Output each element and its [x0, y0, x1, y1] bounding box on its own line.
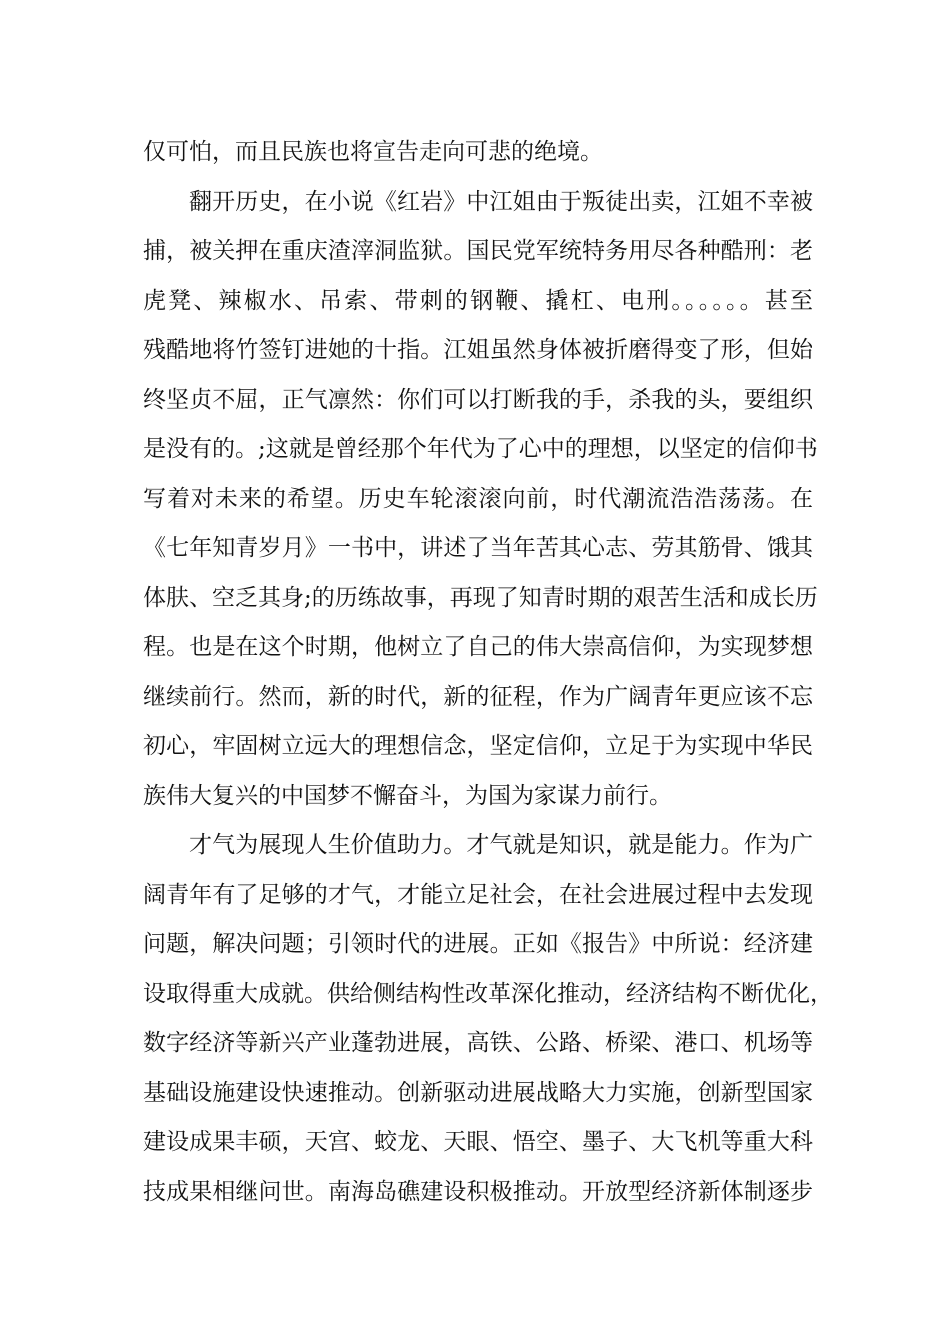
text-line: 技成果相继问世。南海岛礁建设积极推动。开放型经济新体制逐步: [143, 1178, 813, 1205]
text-line: 基础设施建设快速推动。创新驱动进展战略大力实施，创新型国家: [143, 1079, 813, 1106]
text-line: 数字经济等新兴产业蓬勃进展，高铁、公路、桥梁、港口、机场等: [143, 1030, 813, 1056]
text-line: 残酷地将竹签钉进她的十指。江姐虽然身体被折磨得变了形，但始: [143, 337, 813, 363]
text-line: 虎凳、辣椒水、吊索、带刺的钢鞭、撬杠、电刑。。。。。。甚至: [143, 287, 813, 314]
paragraph-start-line: 翻开历史，在小说《红岩》中江姐由于叛徒出卖，江姐不幸被: [189, 188, 813, 215]
text-line: 继续前行。然而，新的时代，新的征程，作为广阔青年更应该不忘: [143, 683, 813, 710]
text-line: 设取得重大成就。供给侧结构性改革深化推动，经济结构不断优化，: [143, 980, 833, 1007]
document-body: [143, 128, 833, 1217]
text-line: 阔青年有了足够的才气，才能立足社会，在社会进展过程中去发现: [143, 881, 813, 908]
text-line: 问题，解决问题；引领时代的进展。正如《报告》中所说：经济建: [143, 931, 813, 957]
text-line: 程。也是在这个时期，他树立了自己的伟大崇高信仰，为实现梦想: [143, 634, 813, 660]
text-line: 族伟大复兴的中国梦不懈奋斗，为国为家谋力前行。: [143, 782, 672, 809]
text-line: 终坚贞不屈，正气凛然：你们可以打断我的手，杀我的头，要组织: [143, 386, 813, 413]
text-line: 是没有的。;这就是曾经那个年代为了心中的理想，以坚定的信仰书: [143, 436, 818, 462]
text-line: 写着对未来的希望。历史车轮滚滚向前，时代潮流浩浩荡荡。在: [143, 485, 813, 512]
text-line: 体肤、空乏其身;的历练故事，再现了知青时期的艰苦生活和成长历: [143, 584, 818, 611]
text-line: 仅可怕，而且民族也将宣告走向可悲的绝境。: [143, 139, 603, 165]
text-line: 《七年知青岁月》一书中，讲述了当年苦其心志、劳其筋骨、饿其: [143, 535, 813, 561]
text-line: 捕，被关押在重庆渣滓洞监狱。国民党军统特务用尽各种酷刑：老: [143, 238, 813, 264]
text-line: 初心，牢固树立远大的理想信念，坚定信仰，立足于为实现中华民: [143, 733, 813, 759]
text-line: 建设成果丰硕，天宫、蛟龙、天眼、悟空、墨子、大飞机等重大科: [143, 1129, 813, 1155]
paragraph-start-line: 才气为展现人生价值助力。才气就是知识，就是能力。作为广: [189, 832, 813, 858]
